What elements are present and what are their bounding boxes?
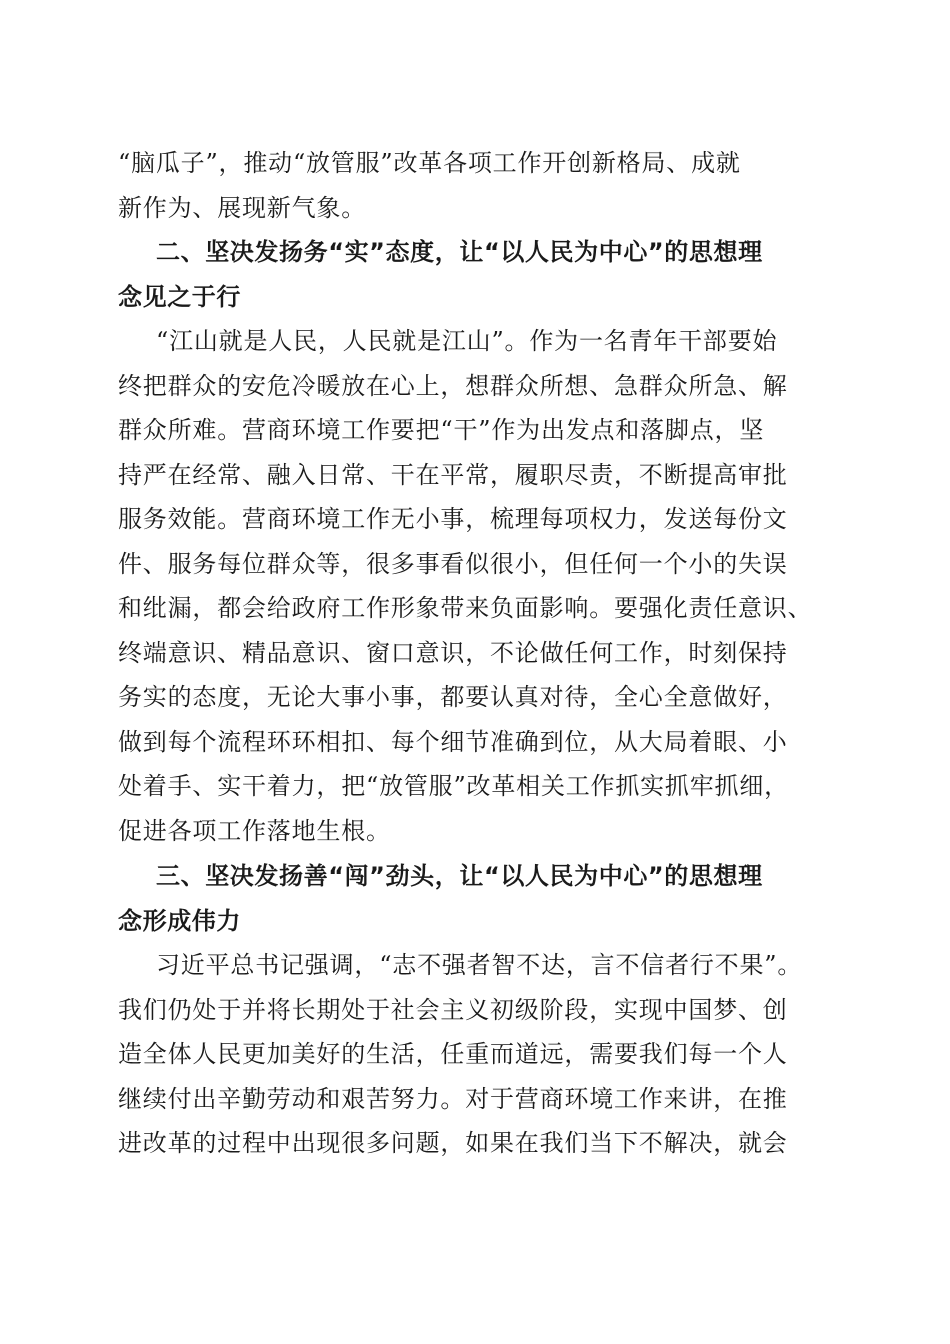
text-line: 新作为、展现新气象。 — [118, 193, 366, 222]
text-line: 服务效能。营商环境工作无小事，梳理每项权力，发送每份文 — [118, 505, 788, 533]
section-heading-3 — [118, 854, 838, 943]
heading-line: 念见之于行 — [118, 282, 241, 311]
text-line: 处着手、实干着力，把“放管服”改革相关工作抓实抓牢抓细， — [118, 772, 789, 800]
section-3-paragraph — [118, 943, 838, 1166]
text-line: 和纰漏，都会给政府工作形象带来负面影响。要强化责任意识、 — [118, 594, 813, 622]
heading-line: 三、坚决发扬善“闯”劲头，让“以人民为中心”的思想理 — [156, 862, 763, 890]
paragraph-continuation — [118, 141, 838, 230]
text-line: 群众所难。营商环境工作要把“干”作为出发点和落脚点，坚 — [118, 416, 765, 444]
section-heading-2 — [118, 230, 838, 319]
text-line: 终端意识、精品意识、窗口意识，不论做任何工作，时刻保持 — [118, 638, 788, 667]
heading-line: 念形成伟力 — [118, 906, 241, 935]
text-line: 终把群众的安危冷暖放在心上，想群众所想、急群众所急、解 — [118, 371, 788, 400]
text-line: 继续付出辛勤劳动和艰苦努力。对于营商环境工作来讲，在推 — [118, 1084, 788, 1113]
text-line: 持严在经常、融入日常、干在平常，履职尽责，不断提高审批 — [118, 460, 788, 489]
text-line: 我们仍处于并将长期处于社会主义初级阶段，实现中国梦、创 — [118, 995, 788, 1024]
text-line: 进改革的过程中出现很多问题，如果在我们当下不解决，就会 — [118, 1129, 788, 1157]
text-line: 做到每个流程环环相扣、每个细节准确到位，从大局着眼、小 — [118, 727, 788, 756]
text-line: “江山就是人民，人民就是江山”。作为一名青年干部要始 — [156, 327, 778, 355]
heading-line: 二、坚决发扬务“实”态度，让“以人民为中心”的思想理 — [156, 238, 763, 266]
section-2-paragraph — [118, 319, 838, 853]
text-line: 习近平总书记强调，“志不强者智不达，言不信者行不果”。 — [156, 951, 803, 979]
text-line: 务实的态度，无论大事小事，都要认真对待，全心全意做好， — [118, 683, 788, 711]
text-line: “脑瓜子”，推动“放管服”改革各项工作开创新格局、成就 — [118, 149, 741, 177]
text-line: 件、服务每位群众等，很多事看似很小，但任何一个小的失误 — [118, 549, 788, 578]
text-line: 促进各项工作落地生根。 — [118, 816, 391, 845]
text-line: 造全体人民更加美好的生活，任重而道远，需要我们每一个人 — [118, 1040, 788, 1068]
